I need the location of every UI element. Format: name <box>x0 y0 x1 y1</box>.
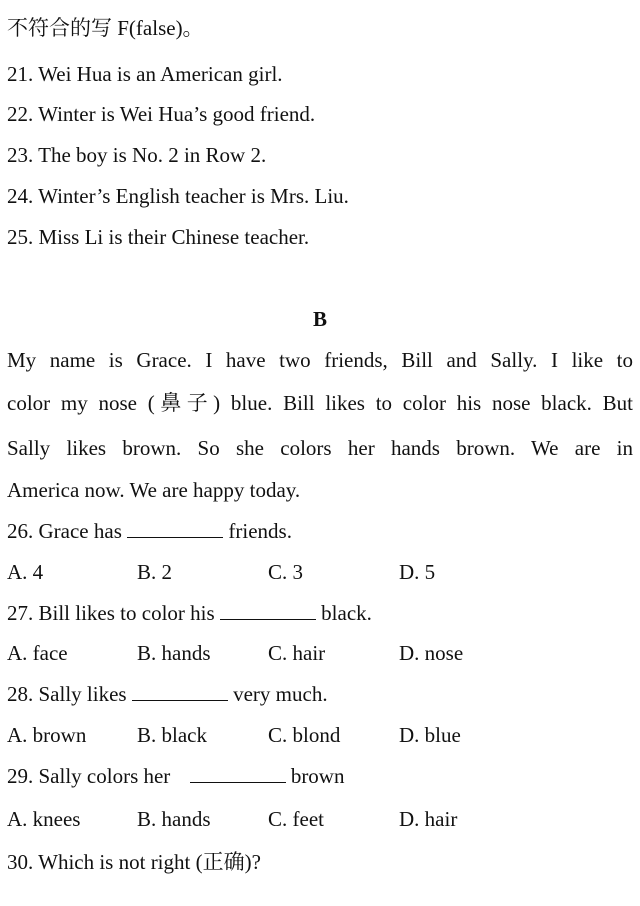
option-a[interactable]: A. 4 <box>7 560 44 584</box>
option-d[interactable]: D. nose <box>399 641 464 665</box>
statement-23: 23. The boy is No. 2 in Row 2. <box>7 143 267 167</box>
intro-line: 不符合的写 F(false)。 <box>7 16 204 40</box>
option-b[interactable]: B. black <box>137 723 207 747</box>
statement-21: 21. Wei Hua is an American girl. <box>7 62 283 86</box>
option-b[interactable]: B. hands <box>137 641 211 665</box>
section-title: B <box>312 307 327 331</box>
statement-25: 25. Miss Li is their Chinese teacher. <box>7 225 310 249</box>
option-a[interactable]: A. face <box>7 641 68 665</box>
question-text-end: black. <box>315 601 372 625</box>
passage-line-2: color my nose (鼻子) blue. Bill likes to color his nose black. But <box>7 391 633 415</box>
question-text: 29. Sally colors her <box>7 764 176 788</box>
option-a[interactable]: A. knees <box>7 807 81 831</box>
option-c[interactable]: C. feet <box>268 807 324 831</box>
question-text: 27. Bill likes to color his <box>7 601 220 625</box>
answer-blank[interactable] <box>190 764 286 783</box>
question-text-end: friends. <box>223 519 292 543</box>
statement-22: 22. Winter is Wei Hua’s good friend. <box>7 102 316 126</box>
option-d[interactable]: D. hair <box>399 807 458 831</box>
question-text: 28. Sally likes <box>7 682 132 706</box>
option-d[interactable]: D. 5 <box>399 560 436 584</box>
passage-line-1: My name is Grace. I have two friends, Bill and Sally. I like to <box>7 348 633 372</box>
question-28 <box>7 682 328 706</box>
option-b[interactable]: B. hands <box>137 807 211 831</box>
question-text-end: brown <box>285 764 345 788</box>
question-text: 26. Grace has <box>7 519 128 543</box>
question-27 <box>7 601 372 625</box>
answer-blank[interactable] <box>220 601 316 620</box>
statement-24: 24. Winter’s English teacher is Mrs. Liu. <box>7 184 349 208</box>
option-c[interactable]: C. hair <box>268 641 326 665</box>
option-d[interactable]: D. blue <box>399 723 461 747</box>
question-29 <box>7 764 344 788</box>
passage-line-4: America now. We are happy today. <box>7 478 301 502</box>
answer-blank[interactable] <box>132 682 228 701</box>
answer-blank[interactable] <box>127 519 223 538</box>
question-30: 30. Which is not right (正确)? <box>7 850 261 874</box>
option-c[interactable]: C. 3 <box>268 560 304 584</box>
passage-line-3: Sally likes brown. So she colors her hands brown. We are in <box>7 436 633 460</box>
option-c[interactable]: C. blond <box>268 723 341 747</box>
option-a[interactable]: A. brown <box>7 723 87 747</box>
question-26 <box>7 519 292 543</box>
option-b[interactable]: B. 2 <box>137 560 173 584</box>
question-text-end: very much. <box>227 682 328 706</box>
